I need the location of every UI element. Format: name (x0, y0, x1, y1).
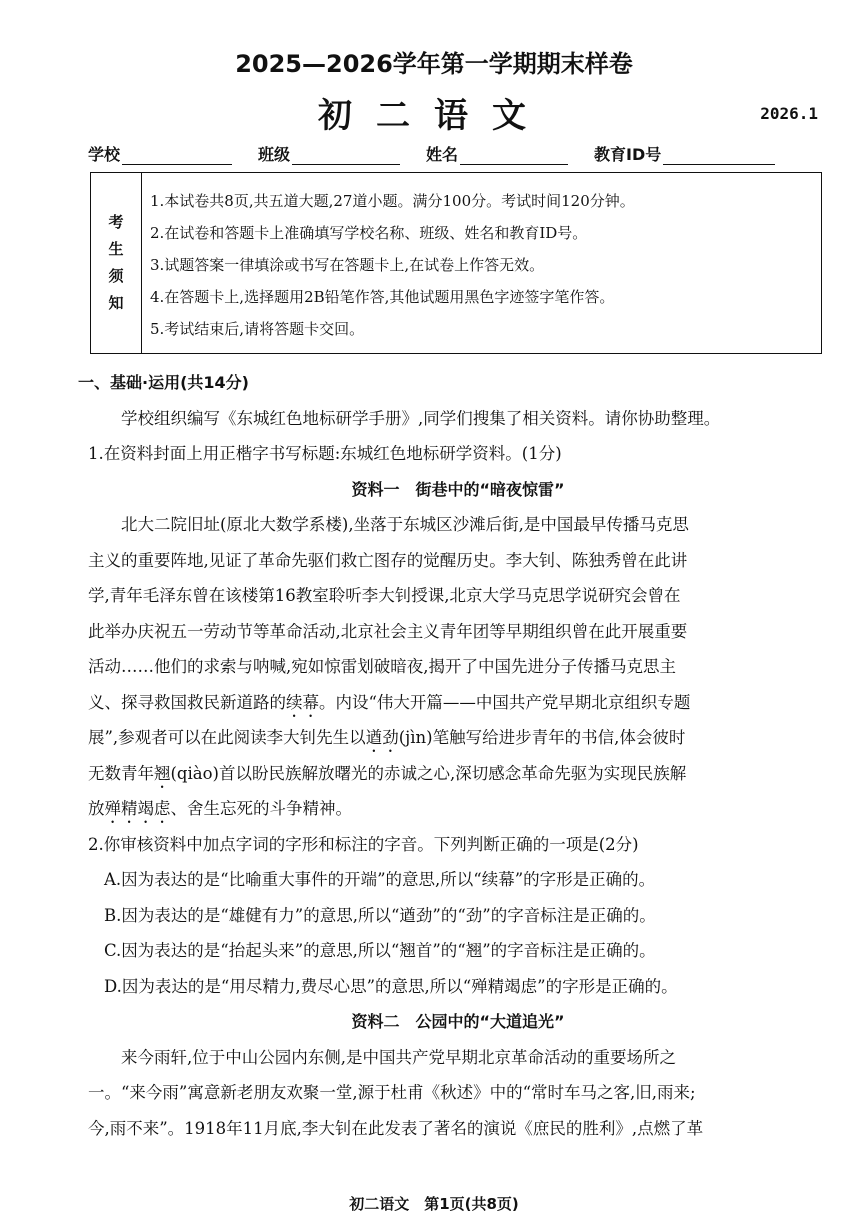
material-1-line: 北大二院旧址(原北大数学系楼),坐落于东城区沙滩后街,是中国最早传播马克思 (121, 515, 689, 534)
notice-item: 2.在试卷和答题卡上准确填写学校名称、班级、姓名和教育ID号。 (150, 224, 588, 242)
text-segment: 无数青年 (88, 763, 154, 783)
material-1-line: 此举办庆祝五一劳动节等革命活动,北京社会主义青年团等早期组织曾在此开展重要 (88, 621, 688, 641)
section-heading: 一、基础·运用(共14分) (78, 373, 249, 392)
edu-id-field[interactable] (594, 139, 775, 165)
edu-id-label: 教育ID号 (594, 145, 662, 164)
notice-list (142, 173, 635, 353)
material-2-line: 今,雨不来”。1918年11月底,李大钊在此发表了著名的演说《庶民的胜利》,点燃了革 (88, 1118, 704, 1138)
material-1-line (88, 756, 828, 792)
text-segment: 、舍生忘死的斗争精神。 (170, 799, 352, 818)
text-segment: 放 (88, 799, 105, 818)
question-1: 1.在资料封面上用正楷字书写标题:东城红色地标研学资料。(1分) (88, 444, 562, 463)
exam-title: 2025—2026学年第一学期期末样卷 (235, 50, 633, 78)
notice-label-char: 知 (108, 294, 124, 312)
notice-label (91, 173, 142, 353)
exam-date: 2026.1 (760, 104, 818, 123)
notice-item: 1.本试卷共8页,共五道大题,27道小题。满分100分。考试时间120分钟。 (150, 192, 635, 210)
school-label: 学校 (88, 145, 121, 164)
material-1-line: 主义的重要阵地,见证了革命先驱们救亡图存的觉醒历史。李大钊、陈独秀曾在此讲 (88, 550, 688, 570)
text-segment: (qiào)首以盼民族解放曙光的赤诚之心,深切感念革命先驱为实现民族解 (170, 763, 687, 783)
question-2-option-c[interactable]: C.因为表达的是“抬起头来”的意思,所以“翘首”的“翘”的字音标注是正确的。 (104, 941, 656, 960)
text-segment: (jìn)笔触写给进步青年的书信,体会彼时 (398, 728, 686, 747)
material-2-line: 来今雨轩,位于中山公园内东侧,是中国共产党早期北京革命活动的重要场所之 (121, 1047, 676, 1067)
subject-title: 初二语文 (318, 96, 550, 136)
notice-item: 4.在答题卡上,选择题用2B铅笔作答,其他试题用黑色字迹签字笔作答。 (150, 288, 615, 306)
exam-notice-box (90, 172, 822, 354)
text-segment: 义、探寻救国救民新道路的 (88, 692, 286, 712)
name-blank[interactable] (460, 146, 568, 165)
dotted-word: 遒劲 (365, 728, 399, 747)
question-2-option-b[interactable]: B.因为表达的是“雄健有力”的意思,所以“遒劲”的“劲”的字音标注是正确的。 (104, 905, 656, 925)
name-label: 姓名 (426, 145, 459, 164)
notice-label-char: 生 (108, 240, 124, 258)
material-1-line: 活动……他们的求索与呐喊,宛如惊雷划破暗夜,揭开了中国先进分子传播马克思主 (88, 657, 676, 676)
notice-item: 5.考试结束后,请将答题卡交回。 (150, 320, 365, 338)
section-intro: 学校组织编写《东城红色地标研学手册》,同学们搜集了相关资料。请你协助整理。 (121, 408, 721, 428)
material-1-line (88, 791, 828, 827)
question-2-option-a[interactable]: A.因为表达的是“比喻重大事件的开端”的意思,所以“续幕”的字形是正确的。 (104, 870, 656, 889)
class-blank[interactable] (292, 146, 400, 165)
dotted-word: 续幕 (286, 692, 319, 712)
dotted-word: 翘 (154, 763, 171, 783)
notice-label-char: 考 (108, 213, 124, 231)
question-2-option-d[interactable]: D.因为表达的是“用尽精力,费尽心思”的意思,所以“殚精竭虑”的字形是正确的。 (104, 976, 678, 996)
material-2-line: 一。“来今雨”寓意新老朋友欢聚一堂,源于杜甫《秋述》中的“常时车马之客,旧,雨来; (88, 1083, 696, 1102)
notice-item: 3.试题答案一律填涂或书写在答题卡上,在试卷上作答无效。 (150, 256, 545, 274)
school-field[interactable] (88, 139, 232, 165)
material-1-line: 学,青年毛泽东曾在该楼第16教室聆听李大钊授课,北京大学马克思学说研究会曾在 (88, 586, 681, 605)
material-1-line (88, 720, 828, 756)
text-segment: 。内设“伟大开篇——中国共产党早期北京组织专题 (319, 692, 691, 712)
question-2-stem: 2.你审核资料中加点字词的字形和标注的字音。下列判断正确的一项是(2分) (88, 834, 639, 854)
school-blank[interactable] (122, 146, 232, 165)
edu-id-blank[interactable] (663, 146, 775, 165)
exam-content (78, 365, 828, 1146)
material-1-title: 资料一 街巷中的“暗夜惊雷” (351, 479, 565, 499)
name-field[interactable] (426, 139, 568, 165)
class-field[interactable] (258, 139, 400, 165)
material-2-title: 资料二 公园中的“大道追光” (351, 1012, 565, 1031)
dotted-word: 殚精竭虑 (104, 799, 171, 818)
material-1-line (88, 685, 828, 721)
page-footer: 初二语文 第1页(共8页) (349, 1195, 519, 1213)
text-segment: 展”,参观者可以在此阅读李大钊先生以 (88, 728, 366, 747)
notice-label-char: 须 (108, 267, 124, 285)
class-label: 班级 (258, 145, 291, 164)
student-info-row (88, 139, 808, 165)
